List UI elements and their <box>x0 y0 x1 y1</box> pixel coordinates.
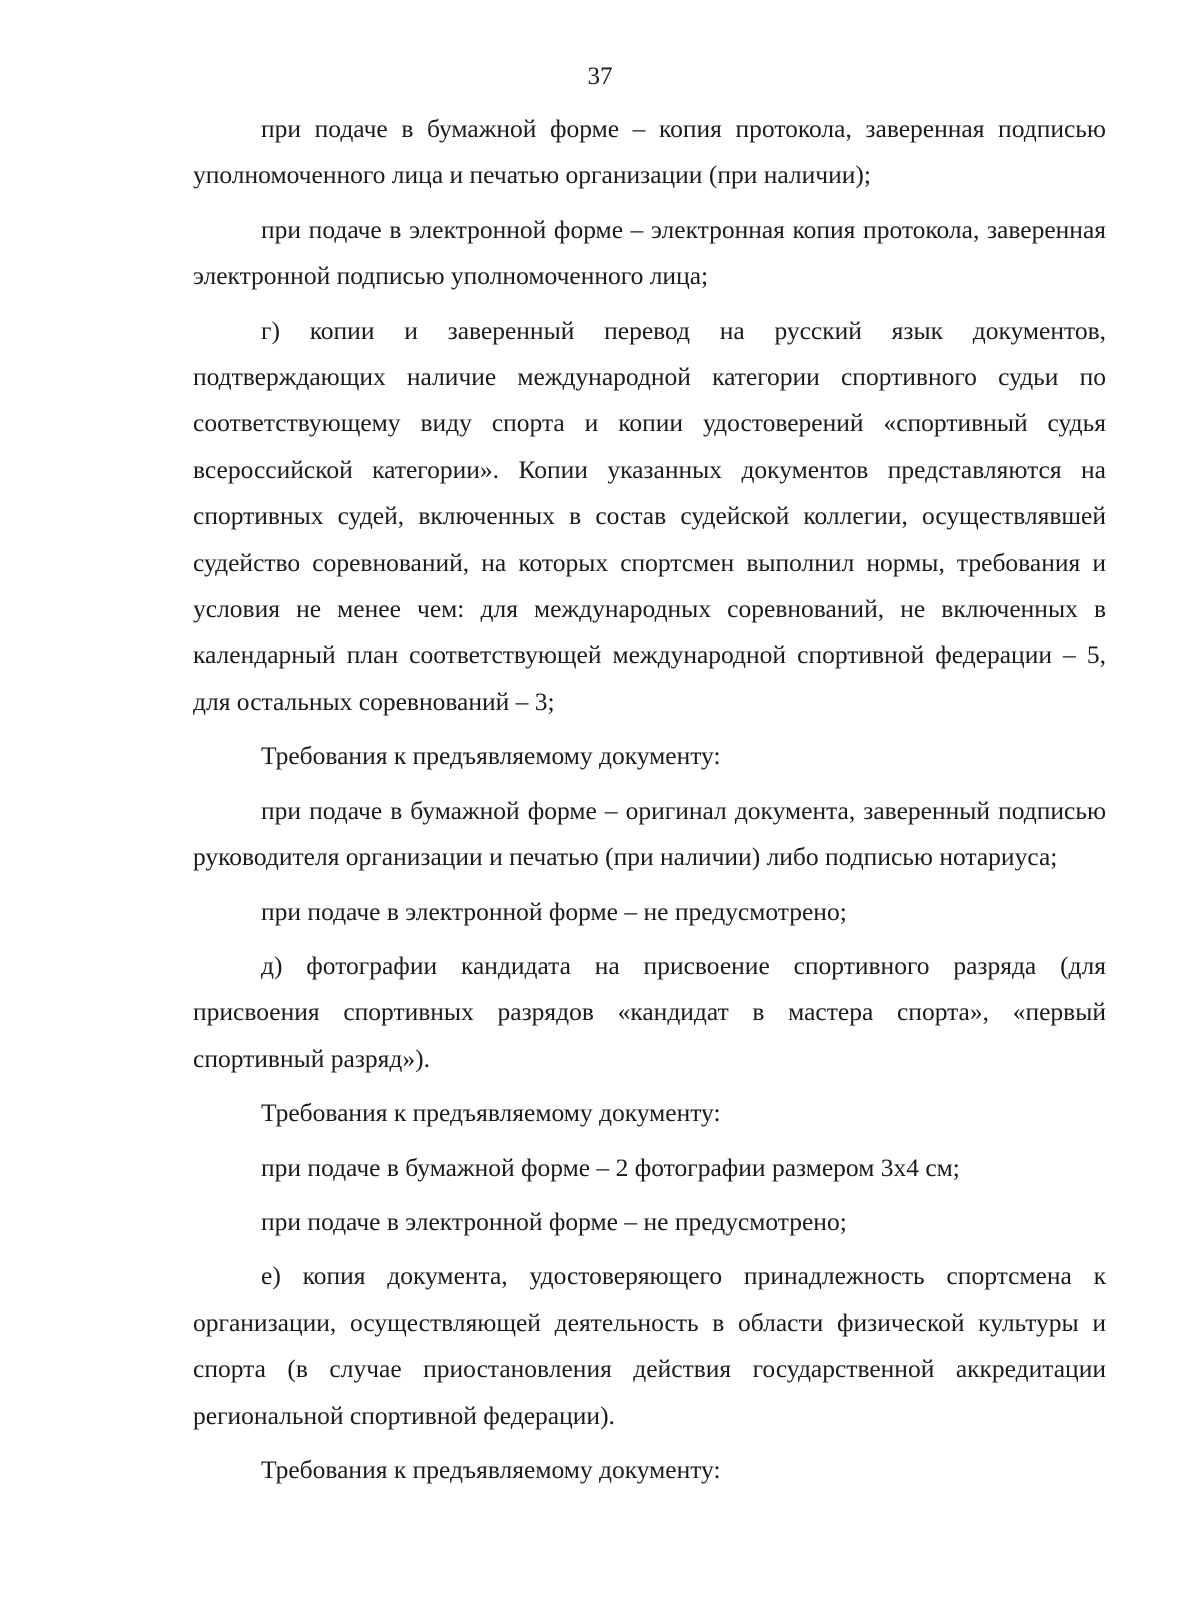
paragraph-electronic-submission-protocol: при подаче в электронной форме – электронная копия протокола, заверенная электронной подписью уполномоченного лица; <box>193 214 1106 291</box>
paragraph-item-e-affiliation-document: е) копия документа, удостоверяющего принадлежность спортсмена к организации, осуществляющей деятельность в области физической культуры и спорта (в случае приостановления действия государственной аккредитации региональной спортивной федерации). <box>193 1261 1106 1430</box>
paragraph-paper-submission-photos: при подаче в бумажной форме – 2 фотографии размером 3х4 см; <box>261 1152 960 1182</box>
paragraph-paper-submission-protocol: при подаче в бумажной форме – копия протокола, заверенная подписью уполномоченного лица и печатью организации (при наличии); <box>193 114 1106 190</box>
paragraph-electronic-not-provided: при подаче в электронной форме – не предусмотрено; <box>261 1206 847 1236</box>
paragraph-requirements-heading: Требования к предъявляемому документу: <box>261 1098 721 1128</box>
document-body <box>193 106 1106 1493</box>
paragraph-item-d-photographs: д) фотографии кандидата на присвоение спортивного разряда (для присвоения спортивных разрядов «кандидат в мастера спорта», «первый спортивный разряд»). <box>193 950 1106 1073</box>
paragraph-requirements-heading: Требования к предъявляемому документу: <box>261 1454 721 1484</box>
paragraph-electronic-not-provided: при подаче в электронной форме – не предусмотрено; <box>261 896 847 926</box>
paragraph-item-g-judges-documents: г) копии и заверенный перевод на русский язык документов, подтверждающих наличие международной категории спортивного судьи по соответствующему виду спорта и копии удостоверений «спортивный судья всероссийской категории». Копии указанных документов представляются на спортивных судей, включенных в состав судейской коллегии, осуществлявшей судейство соревнований, на которых спортсмен выполнил нормы, требования и условия не менее чем: для международных соревнований, не включенных в календарный план соответствующей международной спортивной федерации – 5, для остальных соревнований – 3; <box>193 315 1106 716</box>
paragraph-requirements-heading: Требования к предъявляемому документу: <box>261 741 721 771</box>
paragraph-paper-submission-original: при подаче в бумажной форме – оригинал документа, заверенный подписью руководителя организации и печатью (при наличии) либо подписью нотариуса; <box>193 795 1106 872</box>
page-number: 37 <box>587 63 613 90</box>
